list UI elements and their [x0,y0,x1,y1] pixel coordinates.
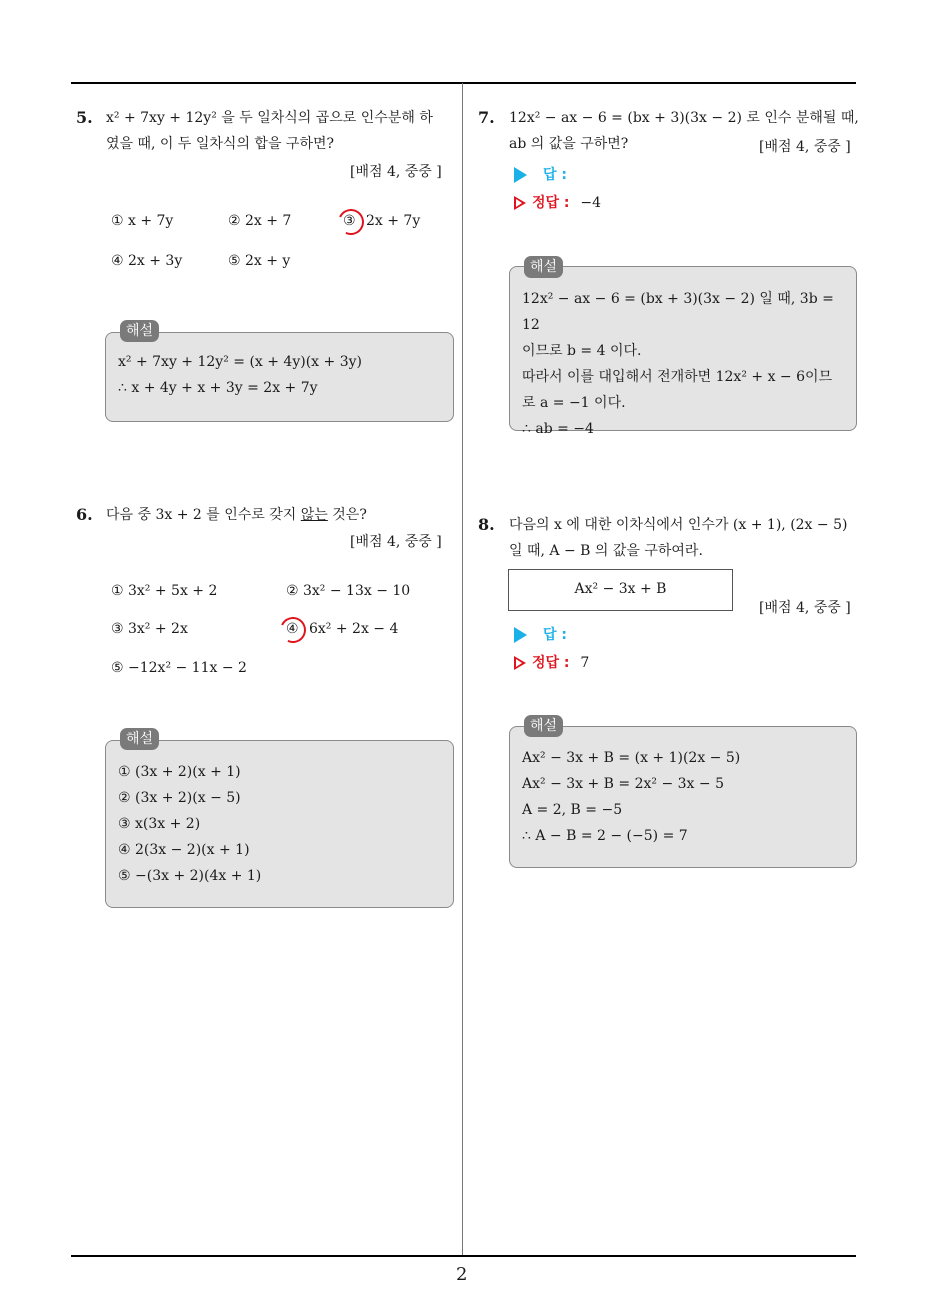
q5-choice-4[interactable]: ④ 2x + 3y [111,253,183,269]
question-8-meta: [배점 4, 중중 ] [759,600,851,616]
q6-explain-line: ① (3x + 2)(x + 1) [118,764,241,780]
question-5-meta: [배점 4, 중중 ] [350,164,442,180]
q5-choice-3-text[interactable]: 2x + 7y [366,213,421,229]
q5-choice-3-number[interactable]: ③ [343,213,356,229]
q7-explain-line: ∴ ab = −4 [522,421,594,437]
question-6-text-a: 다음 중 3x + 2 를 인수로 갖지 [106,507,301,523]
question-5-line1: x² + 7xy + 12y² 을 두 일차식의 곱으로 인수분해 하 [106,110,433,126]
question-7-line2: ab 의 값을 구하면? [509,136,629,152]
question-8-line1: 다음의 x 에 대한 이차식에서 인수가 (x + 1), (2x − 5) [509,517,848,533]
q5-explain-line: x² + 7xy + 12y² = (x + 4y)(x + 3y) [118,354,362,370]
q6-choice-2[interactable]: ② 3x² − 13x − 10 [286,583,411,599]
question-6-line1 [106,502,367,528]
q8-answer-label: 답 : [543,627,567,643]
question-6-number: 6. [76,505,93,524]
bottom-rule [71,1255,856,1257]
q5-choice-2[interactable]: ② 2x + 7 [228,213,292,229]
q8-explanation-tag: 해설 [524,715,563,737]
question-6-underlined: 않는 [300,507,328,523]
outline-triangle-icon [514,656,526,670]
question-7-line1: 12x² − ax − 6 = (bx + 3)(3x − 2) 로 인수 분해될 때, [509,110,859,126]
question-8-number: 8. [478,515,495,534]
q7-explain-line: 이므로 b = 4 이다. [522,343,642,359]
q8-answer-row[interactable] [514,624,567,644]
q6-explain-line: ⑤ −(3x + 2)(4x + 1) [118,868,262,884]
q6-explain-line: ④ 2(3x − 2)(x + 1) [118,842,250,858]
q8-explain-line: Ax² − 3x + B = 2x² − 3x − 5 [522,776,724,792]
q6-choice-3[interactable]: ③ 3x² + 2x [111,621,188,637]
q7-answer-row[interactable] [514,164,567,184]
column-divider [462,83,463,1255]
q7-explain-line: 따라서 이를 대입해서 전개하면 12x² + x − 6이므 [522,369,833,385]
q8-explain-line: A = 2, B = −5 [522,802,623,818]
play-icon [514,167,527,183]
q7-explanation-panel [509,266,857,437]
q8-expression-box: Ax² − 3x + B [508,569,733,611]
q6-choice-5[interactable]: ⑤ −12x² − 11x − 2 [111,660,247,676]
q6-explanation-tag: 해설 [120,728,159,750]
q7-correct-row [514,192,601,212]
q5-choice-5[interactable]: ⑤ 2x + y [228,253,291,269]
q7-explain-line: 로 a = −1 이다. [522,395,626,411]
play-icon [514,627,527,643]
q7-answer-label: 답 : [543,167,567,183]
q6-explain-line: ③ x(3x + 2) [118,816,201,832]
q5-explain-line: ∴ x + 4y + x + 3y = 2x + 7y [118,380,318,396]
q5-explanation-panel [105,332,454,422]
q7-correct-value: −4 [580,195,602,211]
q6-selected-mark [276,613,309,646]
question-7-number: 7. [478,108,495,127]
q7-correct-label: 정답 : [532,195,570,211]
page-number: 2 [456,1264,468,1285]
question-7-meta: [배점 4, 중중 ] [759,139,851,155]
q5-selected-mark [334,205,367,238]
q6-explanation-panel [105,740,454,908]
q8-explain-line: Ax² − 3x + B = (x + 1)(2x − 5) [522,750,741,766]
question-8-line2: 일 때, A − B 의 값을 구하여라. [509,543,703,559]
q6-explain-line: ② (3x + 2)(x − 5) [118,790,241,806]
question-6-meta: [배점 4, 중중 ] [350,534,442,550]
q6-choice-4-text[interactable]: 6x² + 2x − 4 [309,621,399,637]
q8-correct-label: 정답 : [532,655,570,671]
q7-explain-line: 12x² − ax − 6 = (bx + 3)(3x − 2) 일 때, 3b = 12 [522,291,834,333]
q8-correct-row [514,652,589,672]
top-rule [71,82,856,84]
q6-choice-1[interactable]: ① 3x² + 5x + 2 [111,583,218,599]
q8-explanation-panel [509,726,857,868]
q8-correct-value: 7 [580,655,590,671]
question-5-number: 5. [76,108,93,127]
outline-triangle-icon [514,196,526,210]
q6-choice-4-number[interactable]: ④ [286,621,299,637]
q7-explanation-tag: 해설 [524,256,563,278]
question-6-text-b: 것은? [327,507,367,523]
q5-explanation-tag: 해설 [120,320,159,342]
q8-explain-line: ∴ A − B = 2 − (−5) = 7 [522,828,688,844]
question-5-line2: 였을 때, 이 두 일차식의 합을 구하면? [106,136,334,152]
q5-choice-1[interactable]: ① x + 7y [111,213,174,229]
